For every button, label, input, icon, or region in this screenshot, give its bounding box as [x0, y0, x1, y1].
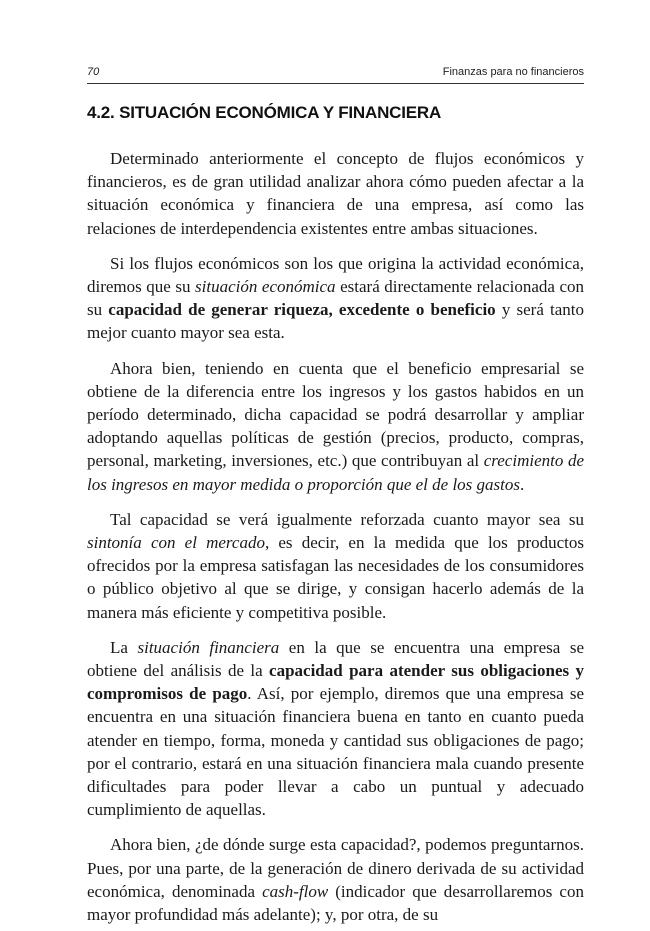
running-title: Finanzas para no financieros [442, 66, 584, 78]
italic-run: sintonía con el mercado [87, 533, 265, 553]
bold-run: capacidad para atender sus obligaciones y compromisos de pago [87, 661, 584, 704]
text-run: Si los flujos económicos son los que origina la actividad económica, diremos que su [87, 253, 584, 297]
text-run: estará directamente relacionada con su [87, 277, 585, 320]
page-number: 70 [87, 66, 100, 78]
text-run: . Así, por ejemplo, diremos que una empresa se encuentra en una situación financiera buena en tanto en cuanto pueda atender en tiempo, forma, moneda y cantidad sus obligaciones de pago; por el contrario, estará en una situación financiera mala cuando presente dificultades para poder llevar a cabo un puntual y adecuado cumplimiento de aquellas. [87, 684, 584, 820]
italic-run: cash-flow [262, 881, 329, 901]
text-run: Ahora bien, ¿de dónde surge esta capacidad?, podemos preguntarnos. Pues, por una parte, de la generación de dinero derivada de su actividad económica, denominada [87, 835, 584, 901]
text-run: Ahora bien, teniendo en cuenta que el beneficio empresarial se obtiene de la diferencia entre los ingresos y los gastos habidos en un período determinado, dicha capacidad se podrá desarrollar y ampliar adoptando aquellas políticas de gestión (precios, producto, compras, personal, marketing, inversiones, etc.) que contribuyan al [87, 358, 584, 471]
paragraph [87, 833, 584, 926]
text-run: La [110, 637, 138, 657]
running-header [87, 63, 584, 84]
paragraph [87, 636, 584, 822]
paragraph [87, 147, 584, 240]
section-heading: 4.2. SITUACIÓN ECONÓMICA Y FINANCIERA [87, 103, 442, 122]
text-run: (indicador que desarrollaremos con mayor profundidad más adelante); y, por otra, de su [87, 881, 584, 925]
body-text [87, 147, 584, 926]
paragraph [87, 357, 584, 496]
paragraph [87, 508, 584, 624]
text-run: y será tanto mejor cuanto mayor sea esta. [87, 300, 585, 343]
italic-run: situación financiera [137, 637, 280, 657]
paragraph [87, 252, 584, 345]
italic-run: crecimiento de los ingresos en mayor medida o proporción que el de los gastos [87, 451, 584, 494]
italic-run: situación económica [195, 277, 336, 297]
text-run: , es decir, en la medida que los productos ofrecidos por la empresa satisfagan las necesidades de los consumidores o público objetivo al que se dirige, y consigan hacerlo además de la manera más eficiente y competitiva posible. [87, 533, 584, 622]
text-run: Tal capacidad se verá igualmente reforzada cuanto mayor sea su [110, 509, 584, 529]
text-run: . [520, 474, 525, 494]
text-run: Determinado anteriormente el concepto de flujos económicos y financieros, es de gran utilidad analizar ahora cómo pueden afectar a la situación económica y financiera de una empresa, así como las relaciones de interdependencia existentes entre ambas situaciones. [87, 149, 584, 238]
text-run: en la que se encuentra una empresa se obtiene del análisis de la [87, 637, 584, 681]
bold-run: capacidad de generar riqueza, excedente o beneficio [108, 300, 496, 320]
